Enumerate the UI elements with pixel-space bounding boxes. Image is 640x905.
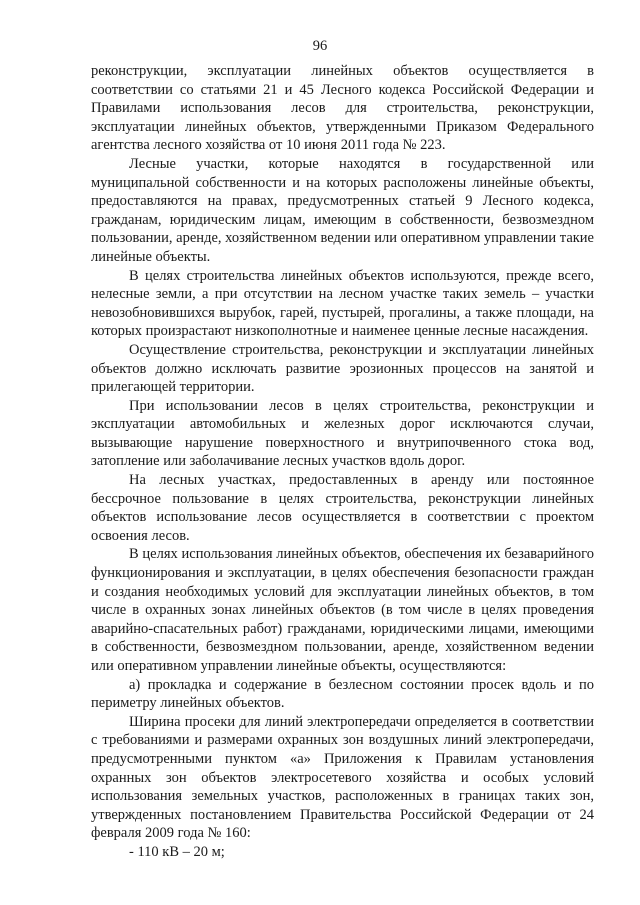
paragraph: При использовании лесов в целях строительства, реконструкции и эксплуатации автомобильных и железных дорог исключаются случаи, вызывающие нарушение поверхностного и внутрипочвенного стока вод, затопление или заболачивание лесных участков вдоль дорог. bbox=[91, 397, 594, 470]
paragraph: В целях строительства линейных объектов используются, прежде всего, нелесные земли, а при отсутствии на лесном участке таких земель – участки невозобновившихся вырубок, гарей, пустырей, прогалины, а также площади, на которых произрастают низкополнотные и наименее ценные лесные насаждения. bbox=[91, 267, 594, 340]
paragraph: В целях использования линейных объектов, обеспечения их безаварийного функционирования и эксплуатации, в целях обеспечения безопасности граждан и создания необходимых условий для эксплуатации линейных объектов, в том числе в охранных зонах линейных объектов (в том числе в целях проведения аварийно-спасательных работ) гражданами, юридическими лицами, имеющими в собственности, безвозмездном пользовании, аренде, хозяйственном ведении или оперативном управлении линейные объекты, осуществляются: bbox=[91, 546, 594, 674]
paragraph-continuation: реконструкции, эксплуатации линейных объектов осуществляется в соответствии со статьями 21 и 45 Лесного кодекса Российской Федерации и Правилами использования лесов для строительства, реконструкции, эксплуатации линейных объектов, утвержденными Приказом Федерального агентства лесного хозяйства от 10 июня 2011 года № 223. bbox=[91, 63, 594, 154]
paragraph: а) прокладка и содержание в безлесном состоянии просек вдоль и по периметру линейных объектов. bbox=[91, 676, 594, 712]
paragraph: Ширина просеки для линий электропередачи определяется в соответствии с требованиями и размерами охранных зон воздушных линий электропередачи, предусмотренными пунктом «а» Приложения к Правилам установления охранных зон объектов электросетевого хозяйства и особых условий использования земельных участков, расположенных в границах таких зон, утвержденных постановлением Правительства Российской Федерации от 24 февраля 2009 года № 160: bbox=[91, 713, 594, 842]
page-number: 96 bbox=[312, 38, 328, 54]
list-item: - 110 кВ – 20 м; bbox=[129, 843, 225, 860]
paragraph: На лесных участках, предоставленных в аренду или постоянное бессрочное пользование в целях строительства, реконструкции линейных объектов использование лесов осуществляется в соответствии с проектом освоения лесов. bbox=[91, 472, 594, 544]
paragraph: Лесные участки, которые находятся в государственной или муниципальной собственности и на которых расположены линейные объекты, предоставляются на правах, предусмотренных статьей 9 Лесного кодекса, гражданам, юридическим лицам, имеющим в собственности, безвозмездном пользовании, аренде, хозяйственном ведении или оперативном управлении такие линейные объекты. bbox=[91, 155, 594, 265]
paragraph: Осуществление строительства, реконструкции и эксплуатации линейных объектов должно исключать развитие эрозионных процессов на занятой и прилегающей территории. bbox=[91, 341, 594, 396]
document-body bbox=[91, 62, 594, 862]
